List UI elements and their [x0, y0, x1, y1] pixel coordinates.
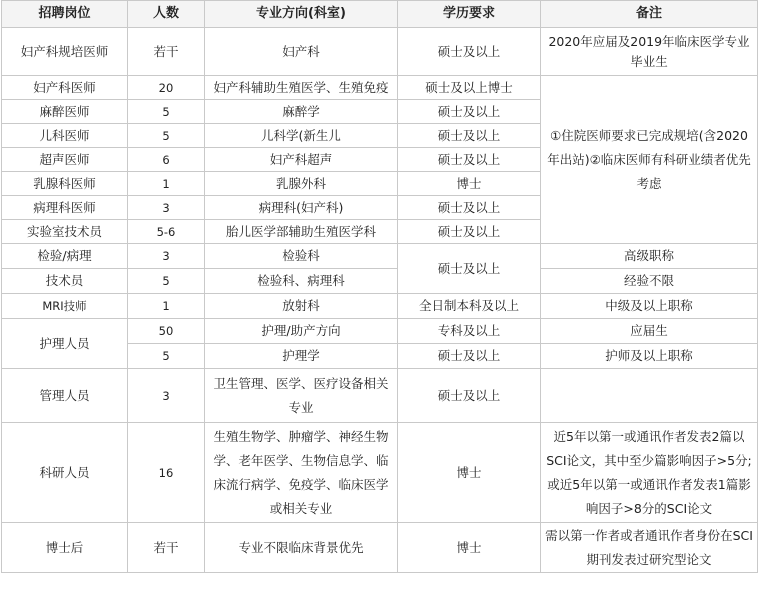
cell-note: 中级及以上职称 [541, 294, 758, 319]
cell-major: 妇产科 [205, 28, 398, 76]
cell-major: 护理/助产方向 [205, 319, 398, 344]
cell-position: 妇产科规培医师 [2, 28, 128, 76]
cell-count: 3 [128, 196, 205, 220]
cell-position: 技术员 [2, 269, 128, 294]
cell-education: 硕士及以上 [398, 220, 541, 244]
cell-major: 麻醉学 [205, 100, 398, 124]
cell-count: 3 [128, 244, 205, 269]
cell-position: 检验/病理 [2, 244, 128, 269]
cell-note-doctor-requirements: ①住院医师要求已完成规培(含2020年出站)②临床医师有科研业绩者优先考虑 [541, 76, 758, 244]
cell-education: 硕士及以上 [398, 369, 541, 423]
cell-position: 儿科医师 [2, 124, 128, 148]
cell-count: 1 [128, 294, 205, 319]
table-row [2, 28, 758, 76]
cell-major: 妇产科辅助生殖医学、生殖免疫 [205, 76, 398, 100]
cell-education: 硕士及以上 [398, 100, 541, 124]
cell-education: 专科及以上 [398, 319, 541, 344]
cell-count: 若干 [128, 28, 205, 76]
cell-note: 应届生 [541, 319, 758, 344]
cell-count: 5-6 [128, 220, 205, 244]
cell-count: 6 [128, 148, 205, 172]
cell-position: 科研人员 [2, 423, 128, 523]
cell-education: 硕士及以上 [398, 124, 541, 148]
header-note: 备注 [541, 1, 758, 28]
cell-major: 放射科 [205, 294, 398, 319]
cell-major: 胎儿医学部辅助生殖医学科 [205, 220, 398, 244]
table-row [2, 423, 758, 523]
table-row [2, 76, 758, 100]
table-row [2, 369, 758, 423]
cell-major: 检验科、病理科 [205, 269, 398, 294]
cell-major: 乳腺外科 [205, 172, 398, 196]
cell-count: 5 [128, 344, 205, 369]
header-major: 专业方向(科室) [205, 1, 398, 28]
cell-education: 硕士及以上 [398, 344, 541, 369]
cell-major: 生殖生物学、肿瘤学、神经生物学、老年医学、生物信息学、临床流行病学、免疫学、临床医学或相关专业 [205, 423, 398, 523]
cell-count: 1 [128, 172, 205, 196]
cell-count: 16 [128, 423, 205, 523]
cell-education-lab: 硕士及以上 [398, 244, 541, 294]
cell-major: 病理科(妇产科) [205, 196, 398, 220]
cell-count: 3 [128, 369, 205, 423]
cell-note: 近5年以第一或通讯作者发表2篇以SCI论文，其中至少篇影响因子>5分;或近5年以第一或通讯作者发表1篇影响因子>8分的SCI论文 [541, 423, 758, 523]
header-position: 招聘岗位 [2, 1, 128, 28]
cell-position: 病理科医师 [2, 196, 128, 220]
table-row [2, 244, 758, 269]
cell-count: 若干 [128, 523, 205, 573]
cell-note: 需以第一作者或者通讯作者身份在SCI期刊发表过研究型论文 [541, 523, 758, 573]
cell-major: 卫生管理、医学、医疗设备相关专业 [205, 369, 398, 423]
cell-education: 硕士及以上 [398, 148, 541, 172]
cell-education: 博士 [398, 523, 541, 573]
table-row [2, 523, 758, 573]
table-row [2, 319, 758, 344]
cell-count: 20 [128, 76, 205, 100]
cell-education: 全日制本科及以上 [398, 294, 541, 319]
cell-major: 专业不限临床背景优先 [205, 523, 398, 573]
cell-position: 妇产科医师 [2, 76, 128, 100]
cell-position: 博士后 [2, 523, 128, 573]
cell-major: 儿科学(新生儿 [205, 124, 398, 148]
cell-education: 硕士及以上 [398, 196, 541, 220]
table-row [2, 294, 758, 319]
cell-position: 护理人员 [2, 319, 128, 369]
cell-count: 50 [128, 319, 205, 344]
cell-education: 博士 [398, 172, 541, 196]
cell-education: 博士 [398, 423, 541, 523]
cell-note: 2020年应届及2019年临床医学专业毕业生 [541, 28, 758, 76]
cell-note [541, 369, 758, 423]
cell-position: 管理人员 [2, 369, 128, 423]
cell-note: 经验不限 [541, 269, 758, 294]
cell-position: 超声医师 [2, 148, 128, 172]
cell-education: 硕士及以上博士 [398, 76, 541, 100]
cell-position: 麻醉医师 [2, 100, 128, 124]
cell-major: 检验科 [205, 244, 398, 269]
cell-position: 乳腺科医师 [2, 172, 128, 196]
cell-count: 5 [128, 269, 205, 294]
cell-major: 妇产科超声 [205, 148, 398, 172]
cell-note: 护师及以上职称 [541, 344, 758, 369]
table-row [2, 269, 758, 294]
header-row [2, 1, 758, 28]
cell-note: 高级职称 [541, 244, 758, 269]
header-count: 人数 [128, 1, 205, 28]
cell-education: 硕士及以上 [398, 28, 541, 76]
cell-count: 5 [128, 124, 205, 148]
recruitment-table [1, 0, 758, 573]
cell-position: MRI技师 [2, 294, 128, 319]
header-education: 学历要求 [398, 1, 541, 28]
cell-count: 5 [128, 100, 205, 124]
cell-major: 护理学 [205, 344, 398, 369]
cell-position: 实验室技术员 [2, 220, 128, 244]
